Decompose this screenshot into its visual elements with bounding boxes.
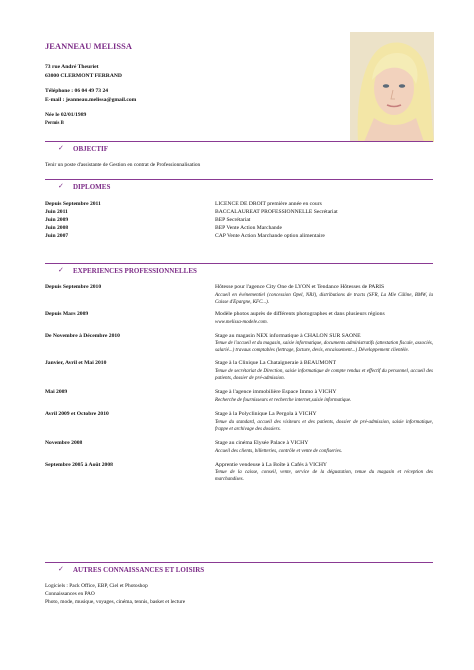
section-divider [45, 263, 433, 264]
experience-date: De Novembre à Décembre 2010 [45, 332, 120, 339]
diploma-date: Depuis Septembre 2011 [45, 201, 101, 207]
experience-row [45, 311, 433, 326]
experience-title-text: Hôtesse pour l'agence City One de LYON et Tendance Hôtesses de PARIS [215, 284, 385, 290]
checkmark-icon: ✓ [58, 266, 64, 274]
objective-header [45, 145, 433, 156]
experience-detail: Recherche de fournisseurs et recherche internet,saisie informatique. [215, 397, 352, 403]
experience-row [45, 360, 433, 382]
experience-row [45, 411, 433, 433]
other-line: Connaissances en PAO [45, 591, 95, 597]
other-header [45, 566, 433, 577]
experience-date: Depuis Septembre 2010 [45, 284, 102, 290]
section-divider [45, 562, 433, 563]
experience-date: Mai 2009 [45, 389, 68, 396]
experience-detail: Tenue de secrétariat de Direction, saisie informatique de compte rendus et effectif du personnel, accueil des patients, dossier de pré-admission. [215, 369, 433, 382]
experience-row [45, 440, 433, 455]
experience-date: Avril 2009 et Octobre 2010 [45, 410, 109, 417]
diplomas-title: DIPLOMES [73, 183, 111, 191]
diploma-row [45, 216, 433, 224]
diploma-label: BACCALAUREAT PROFESSIONNELLE Secrétariat [215, 209, 338, 215]
address-line-1: 73 rue André Theuriet [45, 64, 99, 70]
other-line: Logiciels : Pack Office, EBP, Ciel et Photoshop [45, 583, 148, 589]
email: E-mail : jeanneau.melissa@gmail.com [45, 96, 137, 103]
diploma-label: BEP Vente Action Marchande [215, 225, 282, 231]
experience-row [45, 284, 433, 306]
experience-section [45, 267, 433, 483]
address-line-2: 63000 CLERMONT FERRAND [45, 72, 122, 79]
experience-detail: Tenue de la caisse, conseil, vente, service de la dégustation, tenue du magasin et réception des marchandises. [215, 470, 433, 483]
candidate-name: JEANNEAU MELISSA [45, 42, 132, 51]
experience-title-text: Stage à la Clinique La Chataigneraie à BEAUMONT [215, 360, 337, 367]
diploma-row [45, 208, 433, 216]
phone: Téléphone : 06 04 49 73 24 [45, 88, 109, 95]
contact-block [45, 63, 136, 129]
checkmark-icon: ✓ [58, 565, 64, 573]
objective-section [45, 145, 433, 169]
other-line: Photo, mode, musique, voyages, cinéma, tennis, basket et lecture [45, 599, 186, 605]
other-section [45, 566, 433, 606]
experience-title-text: Stage au cinéma Elysée Palace à VICHY [215, 439, 309, 446]
experience-detail: www.melissa-modele.com. [215, 319, 268, 325]
experience-date: Janvier, Avril et Mai 2010 [45, 360, 107, 367]
experience-date: Septembre 2005 à Août 2008 [45, 461, 113, 468]
experience-detail: Tenue du standard, accueil des visiteurs et des patients, dossier de pré-admission, saisie informatique, frappe et archivage des dossiers. [215, 419, 433, 432]
experience-title-text: Modèle photos auprès de différents photographes et dans plusieurs régions [215, 310, 385, 317]
objective-title: OBJECTIF [73, 145, 109, 153]
section-divider [45, 141, 433, 142]
checkmark-icon: ✓ [58, 144, 64, 152]
experience-title-text: Apprentie vendeuse à La Boîte à Cafés à VICHY [215, 461, 328, 468]
diploma-label: BEP Secrétariat [215, 217, 251, 223]
experience-title: EXPERIENCES PROFESSIONNELLES [73, 267, 197, 275]
diplomas-section [45, 183, 433, 240]
experience-date: Depuis Mars 2009 [45, 310, 89, 317]
experience-row [45, 333, 433, 355]
other-title: AUTRES CONNAISSANCES ET LOISIRS [73, 566, 205, 574]
diploma-label: LICENCE DE DROIT première année en cours [215, 201, 322, 207]
diploma-row [45, 232, 433, 240]
experience-title-text: Stage à l'agence immobilière Espace Immo à VICHY [215, 389, 337, 396]
checkmark-icon: ✓ [58, 182, 64, 190]
birth-date: Née le 02/01/1989 [45, 112, 87, 119]
diplomas-header [45, 183, 433, 194]
diploma-date: Juin 2011 [45, 209, 68, 215]
diploma-date: Juin 2008 [45, 225, 69, 231]
driving-license: Permis B [45, 120, 64, 126]
diploma-date: Juin 2009 [45, 217, 69, 223]
diploma-label: CAP Vente Action Marchande option alimentaire [215, 233, 325, 239]
objective-text: Tenir un poste d'assistante de Gestion en contrat de Professionnalisation [45, 162, 201, 168]
experience-detail: Accueil en événementiel (concession Opel, NRJ), distributions de tracts (SFR, La Mie Câline, BMW, la Caisse d'Epargne, KFC...). [215, 292, 433, 305]
diploma-date: Juin 2007 [45, 233, 69, 239]
diplomas-list [45, 200, 433, 240]
other-list [45, 582, 433, 606]
experience-row [45, 462, 433, 484]
experience-title-text: Stage à la Polyclinique La Pergola à VICHY [215, 410, 317, 417]
experience-date: Novembre 2008 [45, 439, 83, 446]
experience-detail: Accueil des clients, billetteries, contrôle et vente de confiseries. [215, 448, 343, 454]
section-divider [45, 179, 433, 180]
experience-row [45, 389, 433, 404]
experience-detail: Tenue de l'accueil et du magasin, saisie informatique, documents administratifs (attestation fiscale, associés, salarié...) travaux comptables (lettrage, facture, devis, encaissement...) Développement clientèle. [215, 341, 433, 354]
experience-header [45, 267, 433, 278]
diploma-row [45, 224, 433, 232]
diploma-row [45, 200, 433, 208]
profile-photo [350, 32, 434, 142]
experience-title-text: Stage au magasin NEX informatique à CHALON SUR SAONE [215, 332, 361, 339]
